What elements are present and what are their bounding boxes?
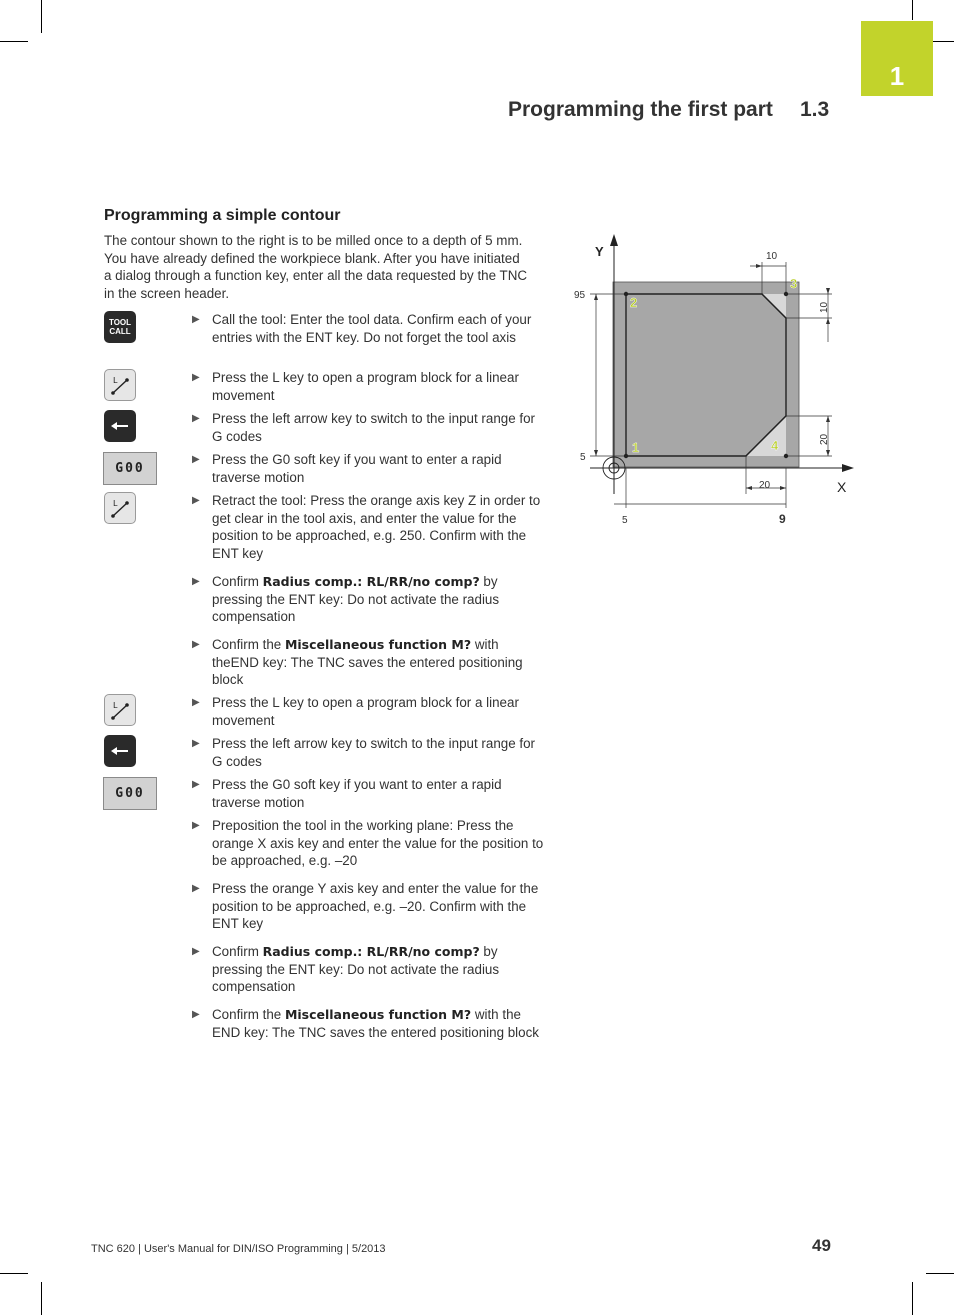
dim-bottom-20: 20 xyxy=(759,480,771,491)
step-item: ▶ Preposition the tool in the working plane: Press the orange X axis key and enter the value for the position to be approached, e.g. –20 xyxy=(192,818,544,869)
crop-mark xyxy=(0,41,28,42)
line-key-icon xyxy=(104,369,136,401)
point-label-2: 2 xyxy=(630,295,638,310)
svg-text:L: L xyxy=(113,499,118,508)
crop-mark xyxy=(41,1282,42,1315)
step-item: ▶ Call the tool: Enter the tool data. Confirm each of your entries with the ENT key. Do not forget the tool axis xyxy=(192,312,532,345)
crop-mark xyxy=(912,0,913,20)
g00-softkey: G00 xyxy=(103,452,157,485)
running-header-title: Programming the first part xyxy=(508,98,773,121)
dim-top: 10 xyxy=(766,251,778,262)
step-item: ▶ Confirm Radius comp.: RL/RR/no comp? by pressing the ENT key: Do not activate the radius compensation xyxy=(192,944,500,995)
section-title: Programming a simple contour xyxy=(104,207,341,224)
x-axis-label: X xyxy=(837,479,847,495)
page-number: 49 xyxy=(812,1236,831,1255)
crop-mark xyxy=(912,1282,913,1315)
crop-mark xyxy=(0,1273,28,1274)
svg-text:L: L xyxy=(113,376,118,385)
dim-right-10: 10 xyxy=(819,301,830,313)
step-item: ▶ Press the L key to open a program block for a linear movement xyxy=(192,370,519,403)
point-label-1: 1 xyxy=(632,440,640,455)
dim-bottom-9: 9 xyxy=(779,512,786,526)
step-item: ▶ Confirm Radius comp.: RL/RR/no comp? by pressing the ENT key: Do not activate the radius compensation xyxy=(192,574,500,625)
chapter-tab: 1 xyxy=(861,21,933,96)
left-arrow-key-icon xyxy=(104,410,136,442)
dim-bottom-5: 5 xyxy=(622,515,628,526)
step-item: ▶ Confirm the Miscellaneous function M? with theEND key: The TNC saves the entered positioning block xyxy=(192,637,523,688)
footer-text: TNC 620 | User's Manual for DIN/ISO Programming | 5/2013 xyxy=(91,1243,386,1255)
step-item: ▶ Press the orange Y axis key and enter the value for the position to be approached, e.g. –20. Confirm with the ENT key xyxy=(192,881,539,932)
crop-mark xyxy=(926,1273,954,1274)
step-item: ▶ Press the left arrow key to switch to the input range for G codes xyxy=(192,411,536,444)
point-label-4: 4 xyxy=(771,438,779,453)
intro-paragraph: The contour shown to the right is to be milled once to a depth of 5 mm. You have already defined the workpiece blank. After you have initiated a dialog through a function key, enter all the data requested by the TNC in the screen header. xyxy=(104,233,528,301)
y-axis-label: Y xyxy=(595,244,604,259)
g00-softkey: G00 xyxy=(103,777,157,810)
line-key-icon xyxy=(104,694,136,726)
step-item: ▶ Press the G0 soft key if you want to enter a rapid traverse motion xyxy=(192,777,502,810)
line-key-icon xyxy=(104,492,136,524)
step-item: ▶ Press the L key to open a program block for a linear movement xyxy=(192,695,519,728)
crop-mark xyxy=(41,0,42,33)
contour-drawing xyxy=(570,232,860,532)
dim-right-20: 20 xyxy=(819,433,830,445)
dim-left-95: 95 xyxy=(574,290,586,301)
step-item: ▶ Press the left arrow key to switch to the input range for G codes xyxy=(192,736,536,769)
point-label-3: 3 xyxy=(790,276,798,291)
step-item: ▶ Retract the tool: Press the orange axis key Z in order to get clear in the tool axis, and enter the value for the position to be approached, e.g. 250. Confirm with the ENT key xyxy=(192,493,541,561)
step-item: ▶ Press the G0 soft key if you want to enter a rapid traverse motion xyxy=(192,452,502,485)
svg-text:L: L xyxy=(113,701,118,710)
dim-left-5: 5 xyxy=(580,452,586,463)
running-header-section-number: 1.3 xyxy=(800,98,830,121)
step-item: ▶ Confirm the Miscellaneous function M? with the END key: The TNC saves the entered positioning block xyxy=(192,1007,539,1040)
tool-call-key: TOOL CALL xyxy=(104,311,136,343)
left-arrow-key-icon xyxy=(104,735,136,767)
